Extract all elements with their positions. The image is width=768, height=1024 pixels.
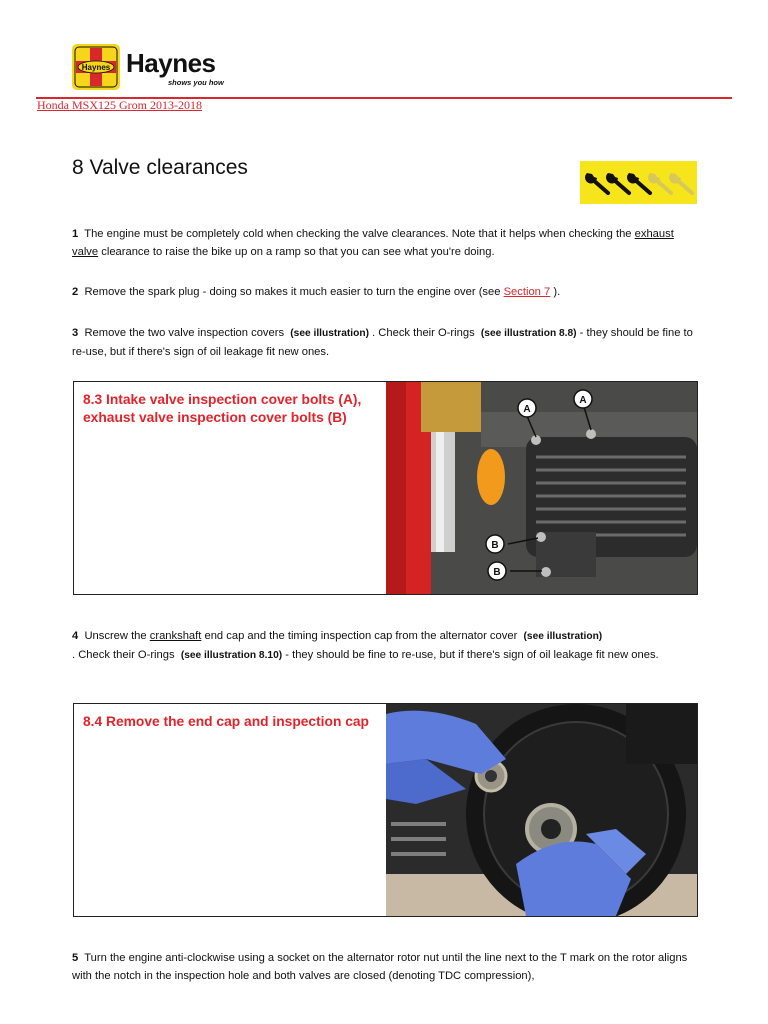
breadcrumb-link[interactable]: Honda MSX125 Grom 2013-2018 — [37, 98, 202, 112]
step-4: 4 Unscrew the crankshaft end cap and the timing inspection cap from the alternator cover (see illustration) . Check their O-rings (see illustration 8.10) - they should be fine to re-use, but if there's sign of oil leakage fit new ones. — [72, 630, 659, 661]
step-number: 1 — [72, 228, 79, 240]
alternator-cover-photo[interactable] — [386, 704, 697, 916]
see-illustration-8-8-link[interactable]: (see illustration 8.8) — [480, 328, 577, 339]
svg-text:Haynes: Haynes — [81, 63, 111, 72]
glossary-term-crankshaft[interactable]: crankshaft — [149, 630, 202, 642]
brand-name: Haynes — [126, 48, 216, 78]
step-5: 5 Turn the engine anti-clockwise using a socket on the alternator rotor nut until the line next to the T mark on the rotor aligns with the notch in the inspection hole and both valves are closed (denoting TDC compression), — [72, 952, 688, 982]
step-3: 3 Remove the two valve inspection covers (see illustration) . Check their O-rings (see illustration 8.8) - they should be fine to re-use, but if there's sign of oil leakage fit new ones. — [72, 327, 693, 358]
see-illustration-link[interactable]: (see illustration) — [523, 631, 603, 642]
engine-cylinder-photo[interactable] — [386, 382, 697, 594]
haynes-badge-icon — [72, 44, 120, 90]
brand-tagline: shows you how — [168, 78, 224, 87]
figure-8-3 — [73, 381, 698, 595]
step-1: 1 The engine must be completely cold when checking the valve clearances. Note that it helps when checking the exhaust valve clearance to raise the bike up on a ramp so that you can see what you're doing. — [72, 228, 674, 258]
step-number: 3 — [72, 327, 79, 339]
haynes-logo — [72, 44, 232, 90]
label-a: A — [523, 404, 531, 415]
step-number: 5 — [72, 952, 79, 964]
figure-8-4 — [73, 703, 698, 917]
step-number: 2 — [72, 286, 79, 298]
label-b: B — [493, 567, 501, 578]
glossary-term-exhaust-valve[interactable]: exhaust valve — [72, 228, 674, 258]
see-illustration-8-10-link[interactable]: (see illustration 8.10) — [180, 650, 283, 661]
label-a: A — [579, 395, 587, 406]
figure-caption: 8.3 Intake valve inspection cover bolts (A), exhaust valve inspection cover bolts (B) — [83, 392, 362, 425]
section-title: 8 Valve clearances — [72, 156, 248, 179]
figure-caption: 8.4 Remove the end cap and inspection cap — [83, 714, 369, 729]
difficulty-rating — [580, 161, 697, 204]
section-7-link[interactable]: Section 7 — [503, 286, 551, 298]
label-b: B — [491, 540, 499, 551]
step-number: 4 — [72, 630, 79, 642]
see-illustration-link[interactable]: (see illustration) — [290, 328, 369, 339]
step-2: 2 Remove the spark plug - doing so makes it much easier to turn the engine over (see Section 7 ). — [72, 286, 561, 298]
